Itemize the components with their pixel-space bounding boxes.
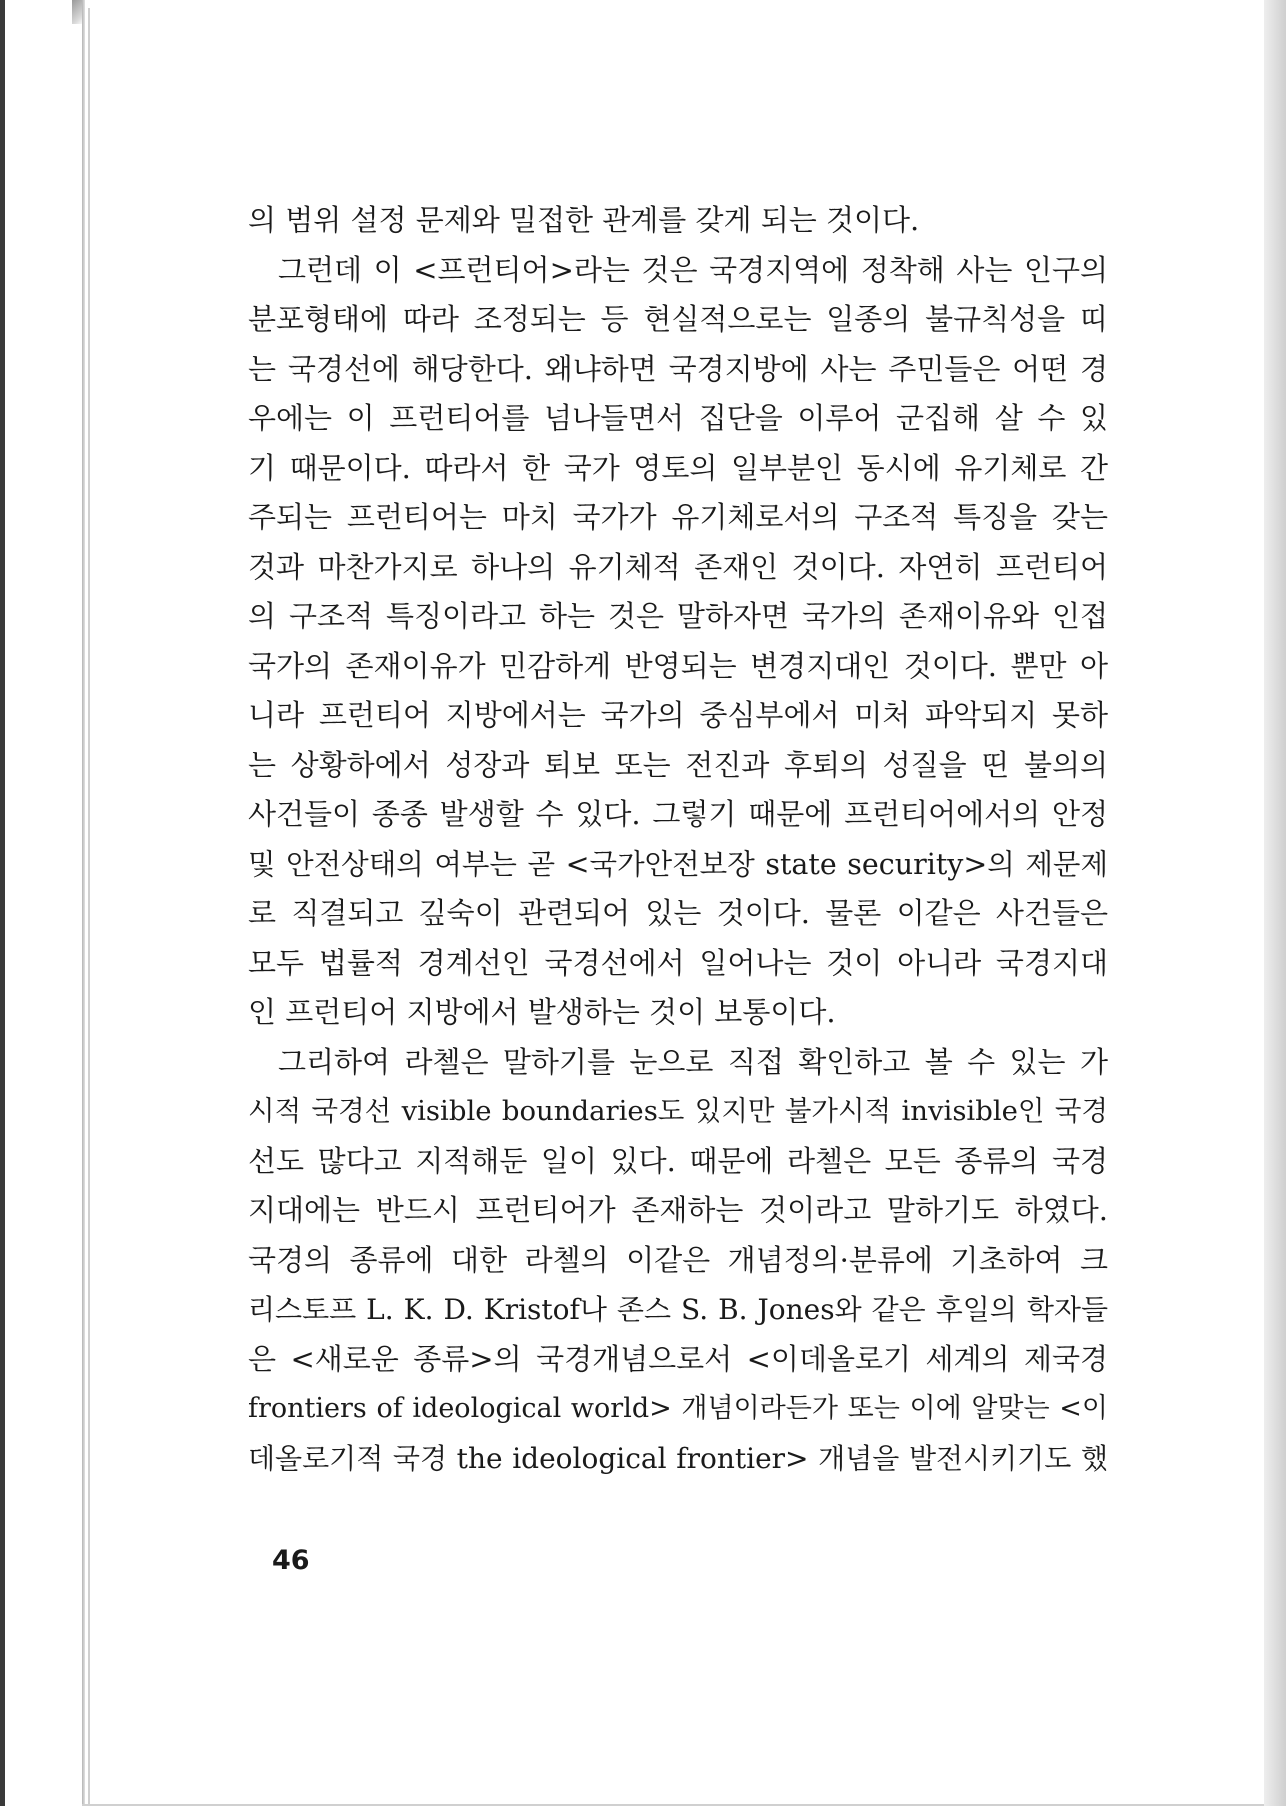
binding-shadow xyxy=(82,0,85,1806)
text-line: 우에는 이 프런티어를 넘나들면서 집단을 이루어 군집해 살 수 있 xyxy=(248,401,1108,435)
scan-right-border xyxy=(1264,0,1286,1806)
text-line: 주되는 프런티어는 마치 국가가 유기체로서의 구조적 특징을 갖는 xyxy=(248,500,1108,534)
text-line: 선도 많다고 지적해둔 일이 있다. 때문에 라첼은 모든 종류의 국경 xyxy=(248,1143,1108,1178)
text-line: 의 구조적 특징이라고 하는 것은 말하자면 국가의 존재이유와 인접 xyxy=(248,599,1108,633)
text-line: 그런데 이 <프런티어>라는 것은 국경지역에 정착해 사는 인구의 xyxy=(278,252,1108,287)
text-line: 기 때문이다. 따라서 한 국가 영토의 일부분인 동시에 유기체로 간 xyxy=(248,450,1108,485)
text-line: 의 범위 설정 문제와 밀접한 관계를 갖게 되는 것이다. xyxy=(248,203,920,237)
text-line: 사건들이 종종 발생할 수 있다. 그렇기 때문에 프런티어에서의 안정 xyxy=(248,797,1108,831)
text-line: 시적 국경선 visible boundaries도 있지만 불가시적 invisible인 국경 xyxy=(248,1095,1108,1127)
text-line: frontiers of ideological world> 개념이라든가 또는 이에 알맞는 <이 xyxy=(248,1393,1108,1424)
text-line: 는 상황하에서 성장과 퇴보 또는 전진과 후퇴의 성질을 띤 불의의 xyxy=(248,747,1108,782)
text-line: 리스토프 L. K. D. Kristof나 존스 S. B. Jones와 같은 후일의 학자들 xyxy=(248,1293,1108,1326)
text-line: 분포형태에 따라 조정되는 등 현실적으로는 일종의 불규칙성을 띠 xyxy=(248,302,1108,336)
scan-left-border xyxy=(0,0,5,1806)
text-line: 니라 프런티어 지방에서는 국가의 중심부에서 미처 파악되지 못하 xyxy=(248,698,1108,732)
text-line: 모두 법률적 경계선인 국경선에서 일어나는 것이 아니라 국경지대 xyxy=(248,945,1108,980)
binding-shadow-inner xyxy=(88,8,90,1806)
body-text xyxy=(248,196,1108,1483)
text-line: 지대에는 반드시 프런티어가 존재하는 것이라고 말하기도 하였다. xyxy=(248,1193,1108,1227)
text-line: 및 안전상태의 여부는 곧 <국가안전보장 state security>의 제문제 xyxy=(248,847,1108,881)
text-line: 그리하여 라첼은 말하기를 눈으로 직접 확인하고 볼 수 있는 가 xyxy=(278,1044,1108,1079)
text-line: 국가의 존재이유가 민감하게 반영되는 변경지대인 것이다. 뿐만 아 xyxy=(248,648,1108,683)
text-line: 데올로기적 국경 the ideological frontier> 개념을 발전시키기도 했 xyxy=(248,1441,1108,1475)
text-line: 은 <새로운 종류>의 국경개념으로서 <이데올로기 세계의 제국경 xyxy=(248,1341,1108,1376)
text-line: 것과 마찬가지로 하나의 유기체적 존재인 것이다. 자연히 프런티어 xyxy=(248,549,1108,584)
text-line: 로 직결되고 깊숙이 관련되어 있는 것이다. 물론 이같은 사건들은 xyxy=(248,896,1108,930)
text-line: 는 국경선에 해당한다. 왜냐하면 국경지방에 사는 주민들은 어떤 경 xyxy=(248,351,1108,386)
text-line: 인 프런티어 지방에서 발생하는 것이 보통이다. xyxy=(248,995,836,1029)
page-number: 46 xyxy=(272,1545,310,1576)
text-line: 국경의 종류에 대한 라첼의 이같은 개념정의·분류에 기초하여 크 xyxy=(248,1242,1108,1277)
